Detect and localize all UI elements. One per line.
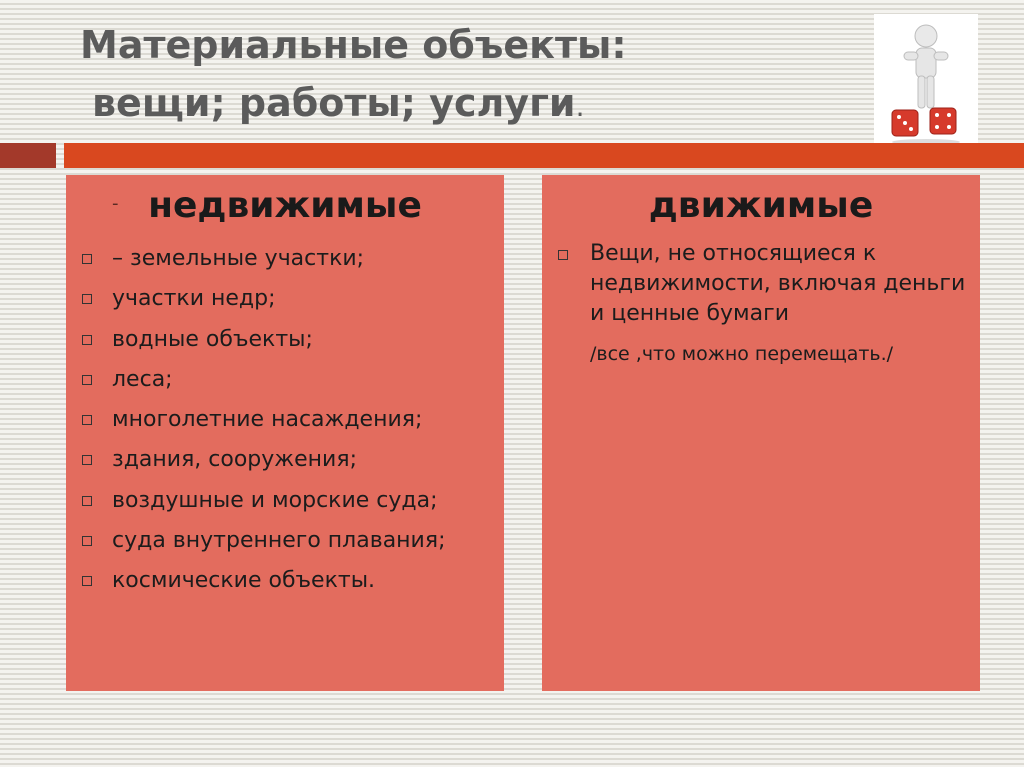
list-item: воздушные и морские суда; xyxy=(82,481,494,521)
title-trailing-dot: . xyxy=(575,90,585,123)
accent-bar-left xyxy=(0,143,56,168)
movable-panel xyxy=(542,175,980,691)
hollow-square-bullet-icon xyxy=(82,455,92,465)
immovable-heading: недвижимые xyxy=(148,185,422,226)
hollow-square-bullet-icon xyxy=(82,375,92,385)
movable-note: /все ,что можно перемещать./ xyxy=(590,343,894,365)
hollow-square-bullet-icon xyxy=(82,254,92,264)
immovable-list xyxy=(82,239,494,602)
hollow-square-bullet-icon xyxy=(82,335,92,345)
movable-heading: движимые xyxy=(648,185,874,226)
movable-body xyxy=(558,239,968,369)
list-item: участки недр; xyxy=(82,279,494,319)
list-item: здания, сооружения; xyxy=(82,440,494,480)
list-item: космические объекты. xyxy=(82,561,494,601)
list-item: – земельные участки; xyxy=(82,239,494,279)
immovable-panel xyxy=(66,175,504,691)
slide-title xyxy=(80,16,840,136)
hollow-square-bullet-icon xyxy=(82,576,92,586)
hollow-square-bullet-icon xyxy=(82,294,92,304)
hollow-square-bullet-icon xyxy=(82,536,92,546)
list-item: многолетние насаждения; xyxy=(82,400,494,440)
list-item: леса; xyxy=(82,360,494,400)
title-line-2: вещи; работы; услуги. xyxy=(92,81,585,125)
list-item: водные объекты; xyxy=(82,320,494,360)
figure-with-dice-icon xyxy=(874,14,978,154)
hollow-square-bullet-icon xyxy=(82,415,92,425)
title-line-1: Материальные объекты: xyxy=(80,23,627,67)
movable-description: Вещи, не относящиеся к недвижимости, включая деньги и ценные бумаги xyxy=(558,239,968,329)
heading-marker: - xyxy=(112,193,119,214)
accent-bar-right xyxy=(64,143,1024,168)
hollow-square-bullet-icon xyxy=(82,496,92,506)
list-item: суда внутреннего плавания; xyxy=(82,521,494,561)
hollow-square-bullet-icon xyxy=(558,250,568,260)
